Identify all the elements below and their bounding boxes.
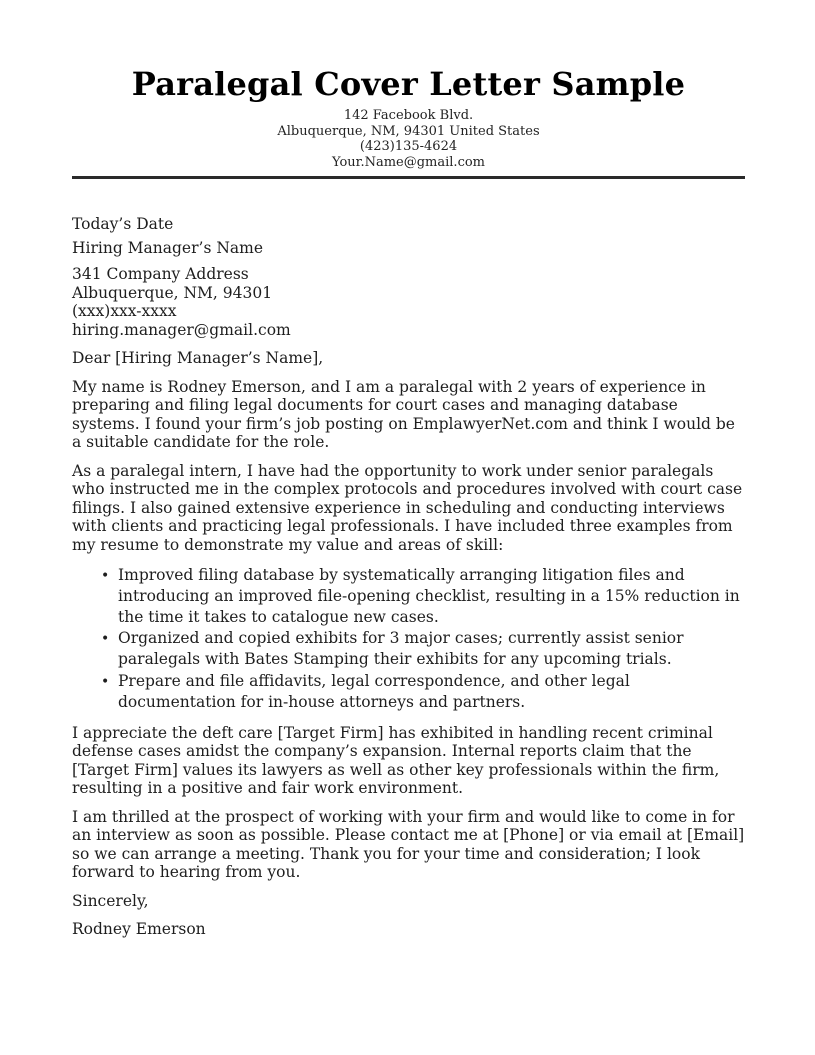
- recipient-phone: (xxx)xxx-xxxx: [72, 302, 177, 320]
- closing-paragraph-1: I appreciate the deft care [Target Firm] has exhibited in handling recent criminal defense cases amidst the company’s expansion. Internal reports claim that the [Target Firm] values its lawyers as well as other key professionals within the firm, resulting in a positive and fair work environment.: [72, 723, 720, 798]
- bullet-icon: •: [101, 631, 110, 648]
- date-line: Today’s Date: [72, 215, 174, 233]
- signature-name: Rodney Emerson: [72, 920, 206, 939]
- bullet-item: [101, 671, 745, 713]
- letter-body: [72, 215, 745, 939]
- recipient-city-line: Albuquerque, NM, 94301: [72, 283, 273, 302]
- sender-street-address: 142 Facebook Blvd.: [343, 108, 474, 123]
- bullet-text: Improved filing database by systematically arranging litigation files and introducing an improved file-opening checklist, resulting in a 15% reduction in the time it takes to catalogue new cases.: [118, 566, 740, 626]
- recipient-address-block: [72, 265, 745, 339]
- intro-paragraph-2: As a paralegal intern, I have had the opportunity to work under senior paralegals who instructed me in the complex protocols and procedures involved with court case filings. I also gained extensive experience in scheduling and conducting interviews with clients and practicing legal professionals. I have included three examples from my resume to demonstrate my value and areas of skill:: [72, 461, 743, 554]
- salutation: Dear [Hiring Manager’s Name],: [72, 349, 324, 367]
- recipient-street-address: 341 Company Address: [72, 265, 249, 283]
- sender-phone: (423)135-4624: [359, 139, 458, 154]
- sender-contact-block: [72, 108, 745, 170]
- recipient-email: hiring.manager@gmail.com: [72, 320, 291, 339]
- bullet-icon: •: [101, 568, 110, 584]
- bullet-text: Prepare and file affidavits, legal correspondence, and other legal documentation for in-house attorneys and partners.: [118, 671, 630, 711]
- recipient-name: Hiring Manager’s Name: [72, 238, 263, 257]
- intro-paragraph-1: My name is Rodney Emerson, and I am a paralegal with 2 years of experience in preparing and filing legal documents for court cases and managing database systems. I found your firm’s job posting on EmplawyerNet.com and think I would be a suitable candidate for the role.: [72, 377, 735, 451]
- sender-email: Your.Name@gmail.com: [332, 154, 485, 170]
- valediction: Sincerely,: [72, 891, 149, 910]
- letterhead-divider: [72, 176, 745, 179]
- bullet-text: Organized and copied exhibits for 3 major cases; currently assist senior paralegals with Bates Stamping their exhibits for any upcoming trials.: [118, 629, 684, 669]
- sender-city-line: Albuquerque, NM, 94301 United States: [277, 123, 540, 139]
- bullet-item: [101, 565, 745, 627]
- skills-bullet-list: [72, 565, 745, 713]
- page-title: Paralegal Cover Letter Sample: [131, 65, 686, 103]
- bullet-item: [101, 628, 745, 670]
- closing-paragraph-2: I am thrilled at the prospect of working with your firm and would like to come in for an interview as soon as possible. Please contact me at [Phone] or via email at [Email] so we can arrange a meeting. Thank you for your time and consideration; I look forward to hearing from you.: [72, 807, 745, 882]
- letterhead: [72, 66, 745, 179]
- bullet-icon: •: [101, 673, 110, 690]
